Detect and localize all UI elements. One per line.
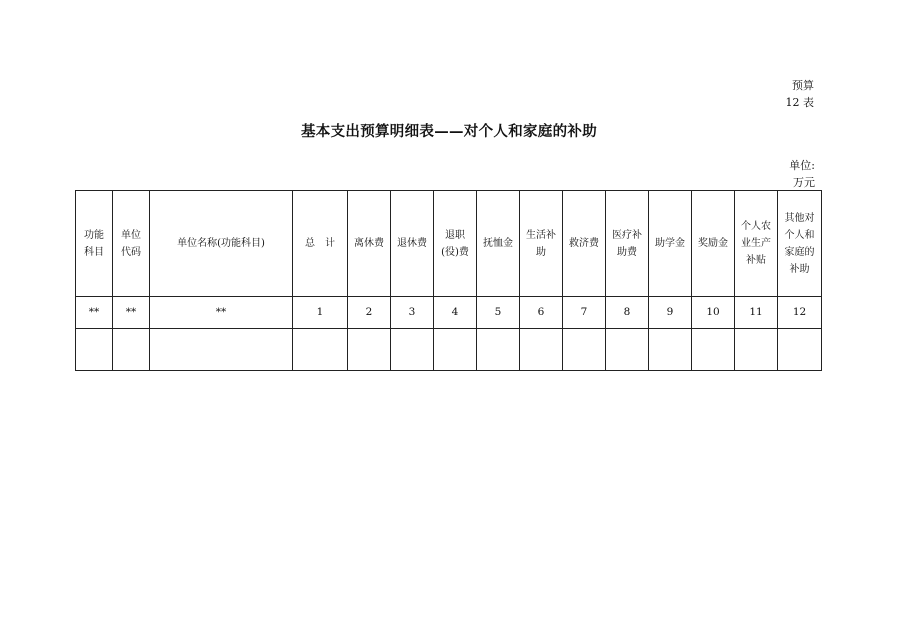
code-cell: 9 [649, 297, 692, 329]
empty-cell [348, 329, 391, 371]
code-cell: ** [76, 297, 113, 329]
empty-cell [76, 329, 113, 371]
header-cell-relief-fee: 救济费 [563, 191, 606, 297]
header-cell-medical-subsidy: 医疗补 助费 [606, 191, 649, 297]
header-cell-function-subject: 功能 科目 [76, 191, 113, 297]
table-code-row [76, 297, 822, 329]
code-cell: 10 [692, 297, 735, 329]
table-empty-row [76, 329, 822, 371]
header-cell-retirement-fee: 离休费 [348, 191, 391, 297]
empty-cell [434, 329, 477, 371]
code-cell: 1 [293, 297, 348, 329]
code-cell: ** [113, 297, 150, 329]
empty-cell [735, 329, 778, 371]
form-number-line2: 12 表 [785, 96, 814, 109]
empty-cell [113, 329, 150, 371]
table-header-row [76, 191, 822, 297]
empty-cell [778, 329, 822, 371]
header-cell-total: 总 计 [293, 191, 348, 297]
empty-cell [563, 329, 606, 371]
empty-cell [477, 329, 520, 371]
code-cell: 11 [735, 297, 778, 329]
empty-cell [150, 329, 293, 371]
empty-cell [391, 329, 434, 371]
header-cell-agri-subsidy: 个人农 业生产 补贴 [735, 191, 778, 297]
unit-label-line2: 万元 [793, 176, 815, 189]
header-cell-pension: 退休费 [391, 191, 434, 297]
form-number-line1: 预算 [792, 79, 814, 92]
unit-label-line1: 单位: [789, 159, 815, 172]
code-cell: 3 [391, 297, 434, 329]
code-cell: 2 [348, 297, 391, 329]
empty-cell [606, 329, 649, 371]
code-cell: 8 [606, 297, 649, 329]
page-title: 基本支出预算明细表——对个人和家庭的补助 [301, 123, 597, 140]
code-cell: 6 [520, 297, 563, 329]
budget-table [75, 190, 822, 371]
header-cell-living-subsidy: 生活补 助 [520, 191, 563, 297]
code-cell: 5 [477, 297, 520, 329]
code-cell: 12 [778, 297, 822, 329]
empty-cell [692, 329, 735, 371]
code-cell: 4 [434, 297, 477, 329]
header-cell-scholarship: 助学金 [649, 191, 692, 297]
header-cell-reward: 奖励金 [692, 191, 735, 297]
header-cell-resignation-fee: 退职 (役)费 [434, 191, 477, 297]
code-cell: ** [150, 297, 293, 329]
header-cell-other-subsidy: 其他对 个人和 家庭的 补助 [778, 191, 822, 297]
empty-cell [649, 329, 692, 371]
empty-cell [520, 329, 563, 371]
empty-cell [293, 329, 348, 371]
unit-label [789, 157, 815, 191]
form-number [786, 77, 815, 111]
header-cell-compensation: 抚恤金 [477, 191, 520, 297]
code-cell: 7 [563, 297, 606, 329]
header-cell-unit-code: 单位 代码 [113, 191, 150, 297]
header-cell-unit-name: 单位名称(功能科目) [150, 191, 293, 297]
